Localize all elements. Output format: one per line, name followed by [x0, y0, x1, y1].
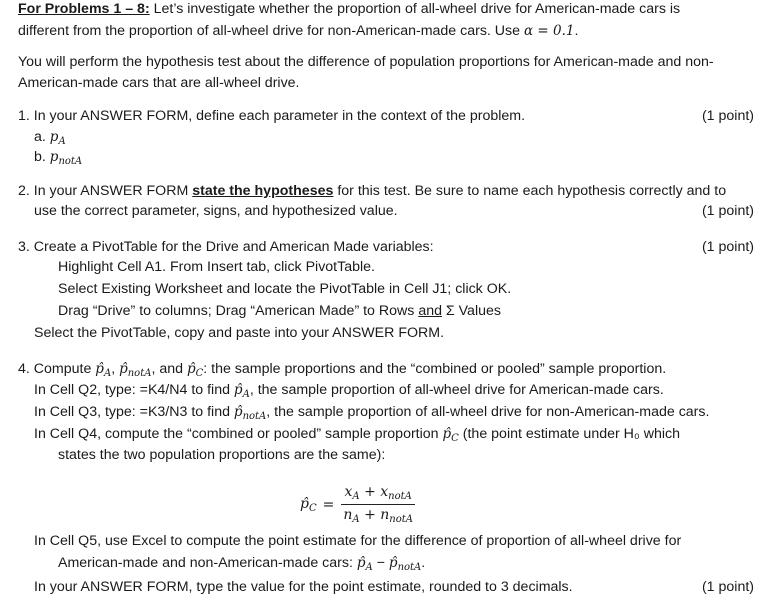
q4-line-2: In Cell Q2, type: =K4/N4 to find $p̂_A$, the sample proportion of all-wheel drive for American-made cars.: [34, 382, 664, 400]
para-line-2: American-made cars that are all-wheel drive.: [18, 75, 300, 91]
formula-lhs-sub: C: [308, 502, 317, 514]
q3-step-2: Select Existing Worksheet and locate the PivotTable in Cell J1; click OK.: [58, 281, 512, 297]
intro-text-2: different from the proportion of all-wheel drive for non-American-made cars. Use: [18, 23, 524, 39]
q4-l1-pre: 4. Compute: [18, 361, 96, 377]
q2-points: (1 point): [701, 203, 754, 219]
q2-line-1: [18, 181, 726, 201]
formula-lhs: p̂: [300, 495, 309, 512]
q1-item-b: [34, 147, 82, 172]
q1-points: (1 point): [701, 108, 754, 124]
q3-line-last: Select the PivotTable, copy and paste into your ANSWER FORM.: [34, 325, 445, 341]
q2-pre: 2. In your ANSWER FORM: [18, 183, 193, 199]
q1-line: 1. In your ANSWER FORM, define each parameter in the context of the problem.: [18, 108, 526, 124]
q4-line-6: In Cell Q5, use Excel to compute the point estimate for the difference of proportion of all-wheel drive for: [34, 533, 682, 549]
q3-line-1: 3. Create a PivotTable for the Drive and American Made variables:: [18, 239, 434, 255]
q2-emphasis: state the hypotheses: [192, 183, 334, 199]
q4-l3-post: , the sample proportion of all-wheel drive for non-American-made cars.: [266, 404, 710, 420]
q3-step-3-and: and: [418, 303, 442, 319]
q3-step-3-post: Σ Values: [441, 303, 501, 319]
q4-line-5: states the two population proportions are the same):: [58, 447, 386, 463]
q4-line-3: In Cell Q3, type: =K3/N3 to find $p̂_{notA}$, the sample proportion of all-wheel drive for non-American-made cars.: [34, 404, 710, 422]
q4-l4-pre: In Cell Q4, compute the “combined or pooled” sample proportion: [34, 426, 443, 442]
intro-line-2: [18, 21, 578, 41]
q2-line-2: use the correct parameter, signs, and hypothesized value.: [34, 203, 398, 219]
q1-b-symbol: p: [49, 149, 59, 165]
formula-numerator: $x_A + x_{notA}$: [341, 484, 414, 505]
alpha-value: α = 0.1: [523, 23, 575, 39]
q2-post: for this test. Be sure to name each hypothesis correctly and to: [333, 183, 727, 199]
q4-line-4: In Cell Q4, compute the “combined or pooled” sample proportion $p̂_C$ (the point estimate under H₀ which: [34, 426, 681, 444]
q1-a-symbol: p: [49, 129, 59, 145]
q4-l4-post: (the point estimate under H₀ which: [458, 426, 681, 442]
q3-step-3-pre: Drag “Drive” to columns; Drag “American Made” to Rows: [58, 303, 419, 319]
q4-l2-post: , the sample proportion of all-wheel drive for American-made cars.: [249, 382, 664, 398]
q1-b-label: b.: [34, 149, 50, 165]
q1-b-subscript: notA: [58, 156, 83, 167]
problems-label: For Problems 1 – 8:: [18, 1, 150, 17]
q1-a-subscript: A: [58, 136, 66, 147]
formula-denominator: $n_A + n_{notA}$: [343, 507, 413, 525]
intro-end: .: [574, 23, 579, 39]
q4-line-8: In your ANSWER FORM, type the value for the point estimate, rounded to 3 decimals.: [34, 579, 573, 595]
pooled-proportion-formula: $p̂_C$ = $\frac{x_A + x_{notA}}{n_A + n_{notA}}$: [300, 484, 416, 525]
intro-line-1: [18, 0, 680, 19]
q4-points: (1 point): [701, 579, 754, 595]
q4-line-7: American-made and non-American-made cars: $p̂_A$ − $p̂_{notA}$.: [58, 555, 426, 573]
q3-step-1: Highlight Cell A1. From Insert tab, click PivotTable.: [58, 259, 375, 275]
q4-l7-pre: American-made and non-American-made cars:: [58, 555, 357, 571]
q4-l1-post: : the sample proportions and the “combined or pooled” sample proportion.: [203, 361, 667, 377]
intro-text-1: Let’s investigate whether the proportion of all-wheel drive for American-made cars is: [149, 1, 681, 17]
q3-points: (1 point): [701, 239, 754, 255]
q4-l2-pre: In Cell Q2, type: =K4/N4 to find: [34, 382, 234, 398]
q4-l3-pre: In Cell Q3, type: =K3/N3 to find: [34, 404, 234, 420]
q1-a-label: a.: [34, 129, 50, 145]
q4-line-1: 4. Compute $p̂_A$, $p̂_{notA}$, and $p̂_C$: the sample proportions and the “combined or pooled” sample proportion.: [18, 361, 667, 379]
q3-step-3: [58, 301, 501, 321]
para-line-1: You will perform the hypothesis test about the difference of population proportions for American-made and non-: [18, 54, 714, 70]
